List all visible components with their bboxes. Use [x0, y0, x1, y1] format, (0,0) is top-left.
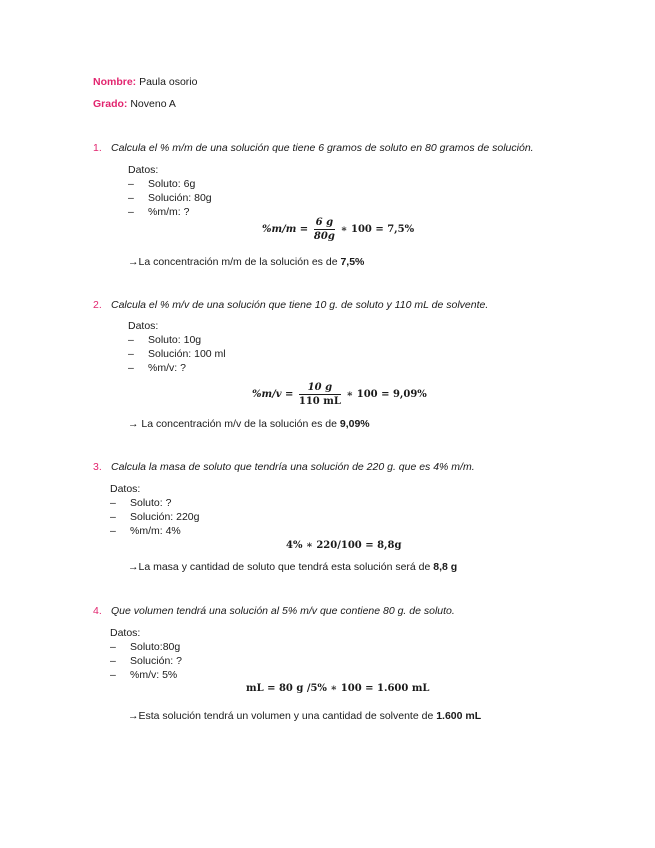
q4-answer: →Esta solución tendrá un volumen y una cantidad de solvente de 1.600 mL — [128, 710, 482, 722]
grade-label: Grado: — [93, 98, 128, 110]
list-item: – Soluto: 6g — [128, 178, 196, 190]
question-number: 3. — [93, 461, 102, 473]
q4-data-label: Datos: — [110, 627, 141, 639]
question-text: Que volumen tendrá una solución al 5% m/v que contiene 80 g. de soluto. — [111, 605, 455, 617]
list-item: – %m/v: 5% — [110, 669, 178, 681]
q2-equation: %m/v = $\frac{10 g}{110 mL}$ ∗ 100 = 9,09% — [252, 382, 427, 407]
q3-equation: 4% ∗ 220/100 = 8,8g — [286, 540, 402, 551]
question-3 — [93, 461, 475, 473]
question-number: 4. — [93, 605, 102, 617]
q3-data-label: Datos: — [110, 483, 141, 495]
question-number: 1. — [93, 142, 102, 154]
list-item: – Soluto: 10g — [128, 334, 202, 346]
question-text: Calcula el % m/m de una solución que tiene 6 gramos de soluto en 80 gramos de solución. — [111, 142, 534, 154]
q2-data-label: Datos: — [128, 320, 159, 332]
list-item: – %m/v: ? — [128, 362, 186, 374]
q4-equation: mL = 80 g /5% ∗ 100 = 1.600 mL — [246, 683, 430, 694]
question-text: Calcula la masa de soluto que tendría una solución de 220 g. que es 4% m/m. — [111, 461, 475, 473]
question-4 — [93, 605, 455, 617]
name-line — [93, 76, 197, 88]
q1-equation: %m/m = $\frac{6 g}{80g}$ ∗ 100 = 7,5% — [262, 217, 415, 242]
name-label: Nombre: — [93, 76, 137, 88]
list-item: – %m/m: 4% — [110, 525, 181, 537]
q1-data-label: Datos: — [128, 164, 159, 176]
q2-answer: → La concentración m/v de la solución es de 9,09% — [128, 418, 370, 430]
list-item: – Soluto: ? — [110, 497, 172, 509]
question-text: Calcula el % m/v de una solución que tiene 10 g. de soluto y 110 mL de solvente. — [111, 299, 489, 311]
grade-value: Noveno A — [130, 98, 176, 110]
list-item: – Solución: 220g — [110, 511, 200, 523]
list-item: – Solución: ? — [110, 655, 182, 667]
list-item: – Soluto:80g — [110, 641, 181, 653]
q1-answer: →La concentración m/m de la solución es de 7,5% — [128, 256, 365, 268]
question-2 — [93, 299, 488, 311]
grade-line — [93, 98, 176, 110]
list-item: – %m/m: ? — [128, 206, 190, 218]
q3-answer: →La masa y cantidad de soluto que tendrá esta solución será de 8,8 g — [128, 561, 458, 573]
name-value: Paula osorio — [139, 76, 198, 88]
question-1 — [93, 142, 534, 154]
question-number: 2. — [93, 299, 102, 311]
list-item: – Solución: 100 ml — [128, 348, 226, 360]
list-item: – Solución: 80g — [128, 192, 212, 204]
